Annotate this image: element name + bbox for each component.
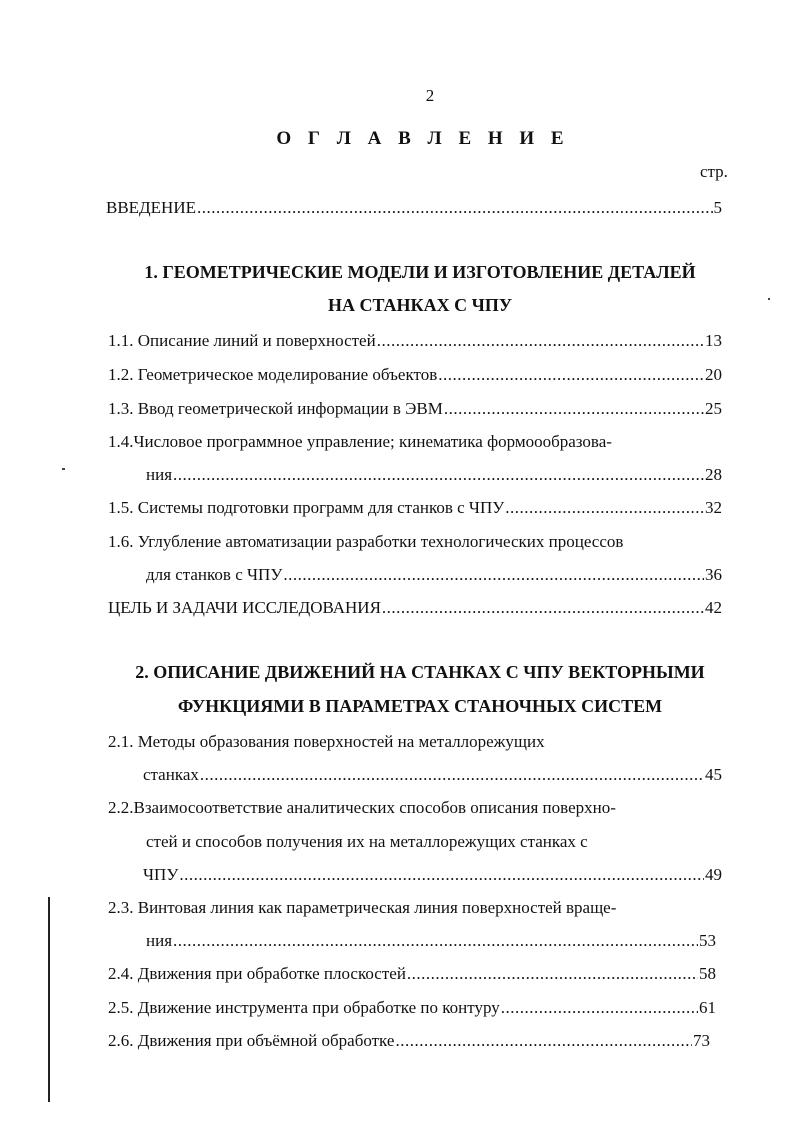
toc-entry-2-3-line-1: 2.3. Винтовая линия как параметрическая линия поверхностей враще- xyxy=(108,898,617,917)
toc-entry-text: ЧПУ xyxy=(143,865,179,884)
toc-entry-2-2-line-1: 2.2.Взаимосоответствие аналитических способов описания поверхно- xyxy=(108,798,616,817)
toc-entry-page: 25 xyxy=(705,399,722,418)
toc-entry-1-6-line-1: 1.6. Углубление автоматизации разработки технологических процессов xyxy=(108,532,624,551)
toc-entry-text: ния xyxy=(146,931,173,950)
page-column-label: стр. xyxy=(700,162,728,181)
toc-entry-text: ЦЕЛЬ И ЗАДАЧИ ИССЛЕДОВАНИЯ xyxy=(108,598,381,617)
toc-entry-text: 2.5. Движение инструмента при обработке по контуру xyxy=(108,998,500,1017)
toc-entry-page: 73 xyxy=(693,1031,710,1050)
toc-entry-page: 61 xyxy=(699,998,716,1017)
toc-entry-page: 42 xyxy=(705,598,722,617)
dot-leader xyxy=(173,930,698,952)
toc-entry-goals xyxy=(108,597,722,619)
toc-entry-page: 36 xyxy=(705,565,722,584)
toc-entry-page: 28 xyxy=(705,465,722,484)
toc-entry-text: станках xyxy=(143,765,199,784)
toc-entry-text: ВВЕДЕНИЕ xyxy=(106,198,196,217)
toc-entry-text: для станков с ЧПУ xyxy=(146,565,283,584)
toc-entry-page: 5 xyxy=(713,198,722,217)
toc-entry-text: 1.1. Описание линий и поверхностей xyxy=(108,331,376,350)
scan-speck xyxy=(62,468,65,470)
scan-speck xyxy=(768,298,770,300)
dot-leader xyxy=(505,497,704,519)
page-number: 2 xyxy=(425,86,435,105)
toc-entry-text: ния xyxy=(146,465,173,484)
toc-entry-page: 53 xyxy=(699,931,716,950)
toc-entry-text: 1.2. Геометрическое моделирование объектов xyxy=(108,365,438,384)
toc-entry-2-1 xyxy=(143,764,722,786)
toc-entry-1-6 xyxy=(146,564,722,586)
dot-leader xyxy=(283,564,704,586)
chapter-1-title-line-2: НА СТАНКАХ С ЧПУ xyxy=(327,295,513,315)
toc-entry-2-3 xyxy=(146,930,716,952)
toc-entry-2-6 xyxy=(108,1030,710,1052)
chapter-2-title-line-2: ФУНКЦИЯМИ В ПАРАМЕТРАХ СТАНОЧНЫХ СИСТЕМ xyxy=(177,696,663,716)
toc-entry-2-4 xyxy=(108,963,716,985)
toc-entry-1-4-line-1: 1.4.Числовое программное управление; кинематика формоообразова- xyxy=(108,432,612,451)
chapter-1-title-line-1: 1. ГЕОМЕТРИЧЕСКИЕ МОДЕЛИ И ИЗГОТОВЛЕНИЕ ДЕТАЛЕЙ xyxy=(144,262,696,282)
toc-entry-2-2-line-2: стей и способов получения их на металлорежущих станках с xyxy=(146,832,588,851)
dot-leader xyxy=(444,398,704,420)
dot-leader xyxy=(200,764,704,786)
toc-entry-text: 1.3. Ввод геометрической информации в ЭВМ xyxy=(108,399,443,418)
toc-entry-2-1-line-1: 2.1. Методы образования поверхностей на металлорежущих xyxy=(108,732,545,751)
toc-entry-1-5 xyxy=(108,497,722,519)
toc-entry-page: 13 xyxy=(705,331,722,350)
dot-leader xyxy=(407,963,698,985)
toc-entry-page: 32 xyxy=(705,498,722,517)
dot-leader xyxy=(438,364,704,386)
toc-entry-2-5 xyxy=(108,997,716,1019)
toc-entry-2-2 xyxy=(143,864,722,886)
toc-entry-page: 58 xyxy=(699,964,716,983)
chapter-2-title-line-1: 2. ОПИСАНИЕ ДВИЖЕНИЙ НА СТАНКАХ С ЧПУ ВЕКТОРНЫМИ xyxy=(135,662,705,682)
toc-entry-1-4 xyxy=(146,464,722,486)
dot-leader xyxy=(377,330,704,352)
toc-entry-page: 45 xyxy=(705,765,722,784)
toc-title: О Г Л А В Л Е Н И Е xyxy=(276,128,570,149)
scan-margin-line xyxy=(48,897,50,1102)
dot-leader xyxy=(197,197,713,219)
toc-entry-text: 1.5. Системы подготовки программ для станков с ЧПУ xyxy=(108,498,505,517)
toc-entry-1-1 xyxy=(108,330,722,352)
toc-entry-page: 20 xyxy=(705,365,722,384)
toc-entry-text: 2.6. Движения при объёмной обработке xyxy=(108,1031,395,1050)
dot-leader xyxy=(501,997,698,1019)
toc-entry-introduction xyxy=(106,197,722,219)
dot-leader xyxy=(382,597,704,619)
toc-entry-page: 49 xyxy=(705,865,722,884)
dot-leader xyxy=(179,864,704,886)
dot-leader xyxy=(173,464,704,486)
toc-entry-1-2 xyxy=(108,364,722,386)
toc-entry-1-3 xyxy=(108,398,722,420)
toc-entry-text: 2.4. Движения при обработке плоскостей xyxy=(108,964,406,983)
dot-leader xyxy=(395,1030,692,1052)
